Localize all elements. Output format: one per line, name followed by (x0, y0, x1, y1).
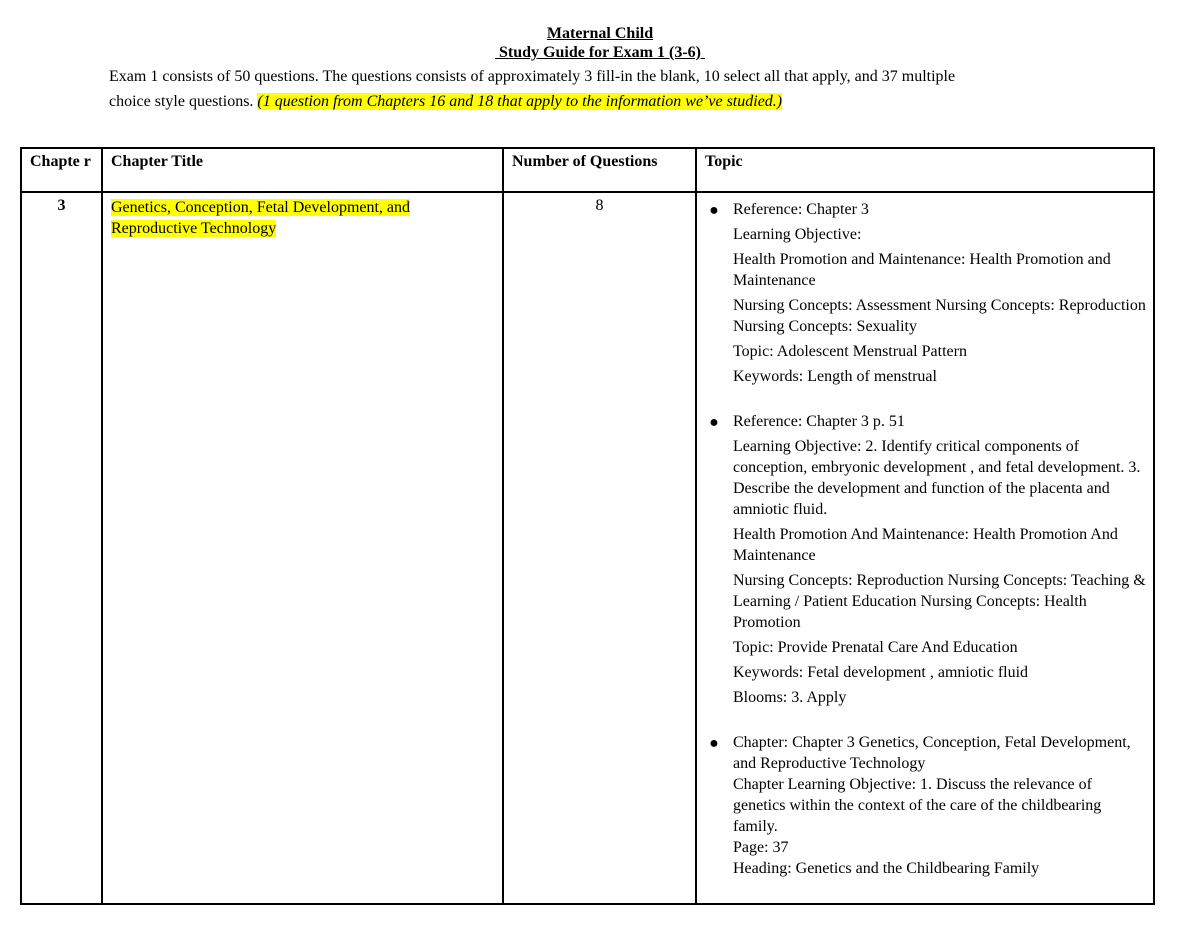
topic-list (709, 199, 1147, 879)
bullet-icon: ● (709, 202, 719, 219)
intro-text-line2: choice style questions. (109, 93, 258, 110)
topic-line: Chapter: Chapter 3 Genetics, Conception, Fetal Development, and Reproductive Technology (733, 734, 1131, 772)
topic-line: Page: 37 (733, 839, 789, 856)
header-chapter-title: Chapter Title (102, 148, 503, 192)
question-count: 8 (503, 192, 696, 904)
table-row (21, 192, 1154, 904)
bullet-icon: ● (709, 735, 719, 752)
chapter-number: 3 (21, 192, 102, 904)
topic-line: Topic: Adolescent Menstrual Pattern (733, 343, 967, 360)
intro-highlighted-note: (1 question from Chapters 16 and 18 that apply to the information we’ve studied.) (257, 93, 783, 110)
topic-line: Health Promotion And Maintenance: Health Promotion And Maintenance (733, 526, 1118, 564)
topic-line: Health Promotion and Maintenance: Health Promotion and Maintenance (733, 251, 1111, 289)
title-block (0, 24, 1200, 62)
bullet-icon: ● (709, 414, 719, 431)
topic-line: Nursing Concepts: Assessment Nursing Concepts: Reproduction Nursing Concepts: Sexuality (733, 297, 1146, 335)
intro-text-line1: Exam 1 consists of 50 questions. The questions consists of approximately 3 fill-in the blank, 10 select all that apply, and 37 multiple (109, 68, 956, 85)
intro-paragraph (109, 64, 1109, 114)
table-header-row (21, 148, 1154, 192)
topic-line: Nursing Concepts: Reproduction Nursing Concepts: Teaching & Learning / Patient Education Nursing Concepts: Health Promotion (733, 572, 1146, 631)
topic-line: Learning Objective: 2. Identify critical components of conception, embryonic development , and fetal development. 3. Describe the development and function of the placenta and amniotic fluid. (733, 438, 1141, 518)
topic-line: Reference: Chapter 3 (733, 201, 869, 218)
topic-line: Reference: Chapter 3 p. 51 (733, 413, 905, 430)
list-item (709, 732, 1147, 879)
topic-line: Blooms: 3. Apply (733, 689, 847, 706)
topic-line: Topic: Provide Prenatal Care And Education (733, 639, 1018, 656)
topic-line: Chapter Learning Objective: 1. Discuss the relevance of genetics within the context of the care of the childbearing family. (733, 776, 1102, 835)
list-item (709, 199, 1147, 387)
topic-line: Keywords: Fetal development , amniotic fluid (733, 664, 1029, 681)
list-item (709, 411, 1147, 708)
topic-line: Learning Objective: (733, 226, 862, 243)
chapter-title: Genetics, Conception, Fetal Development, and Reproductive Technology (111, 199, 411, 237)
chapter-title-cell (102, 192, 503, 904)
study-guide-table (20, 147, 1155, 905)
topic-line: Heading: Genetics and the Childbearing Family (733, 860, 1040, 877)
topic-line: Keywords: Length of menstrual (733, 368, 937, 385)
document-subtitle: Study Guide for Exam 1 (3-6) (495, 44, 705, 61)
header-chapter: Chapte r (21, 148, 102, 192)
document-title: Maternal Child (546, 25, 654, 42)
header-topic: Topic (696, 148, 1154, 192)
topic-cell (696, 192, 1154, 904)
header-number-of-questions: Number of Questions (503, 148, 696, 192)
